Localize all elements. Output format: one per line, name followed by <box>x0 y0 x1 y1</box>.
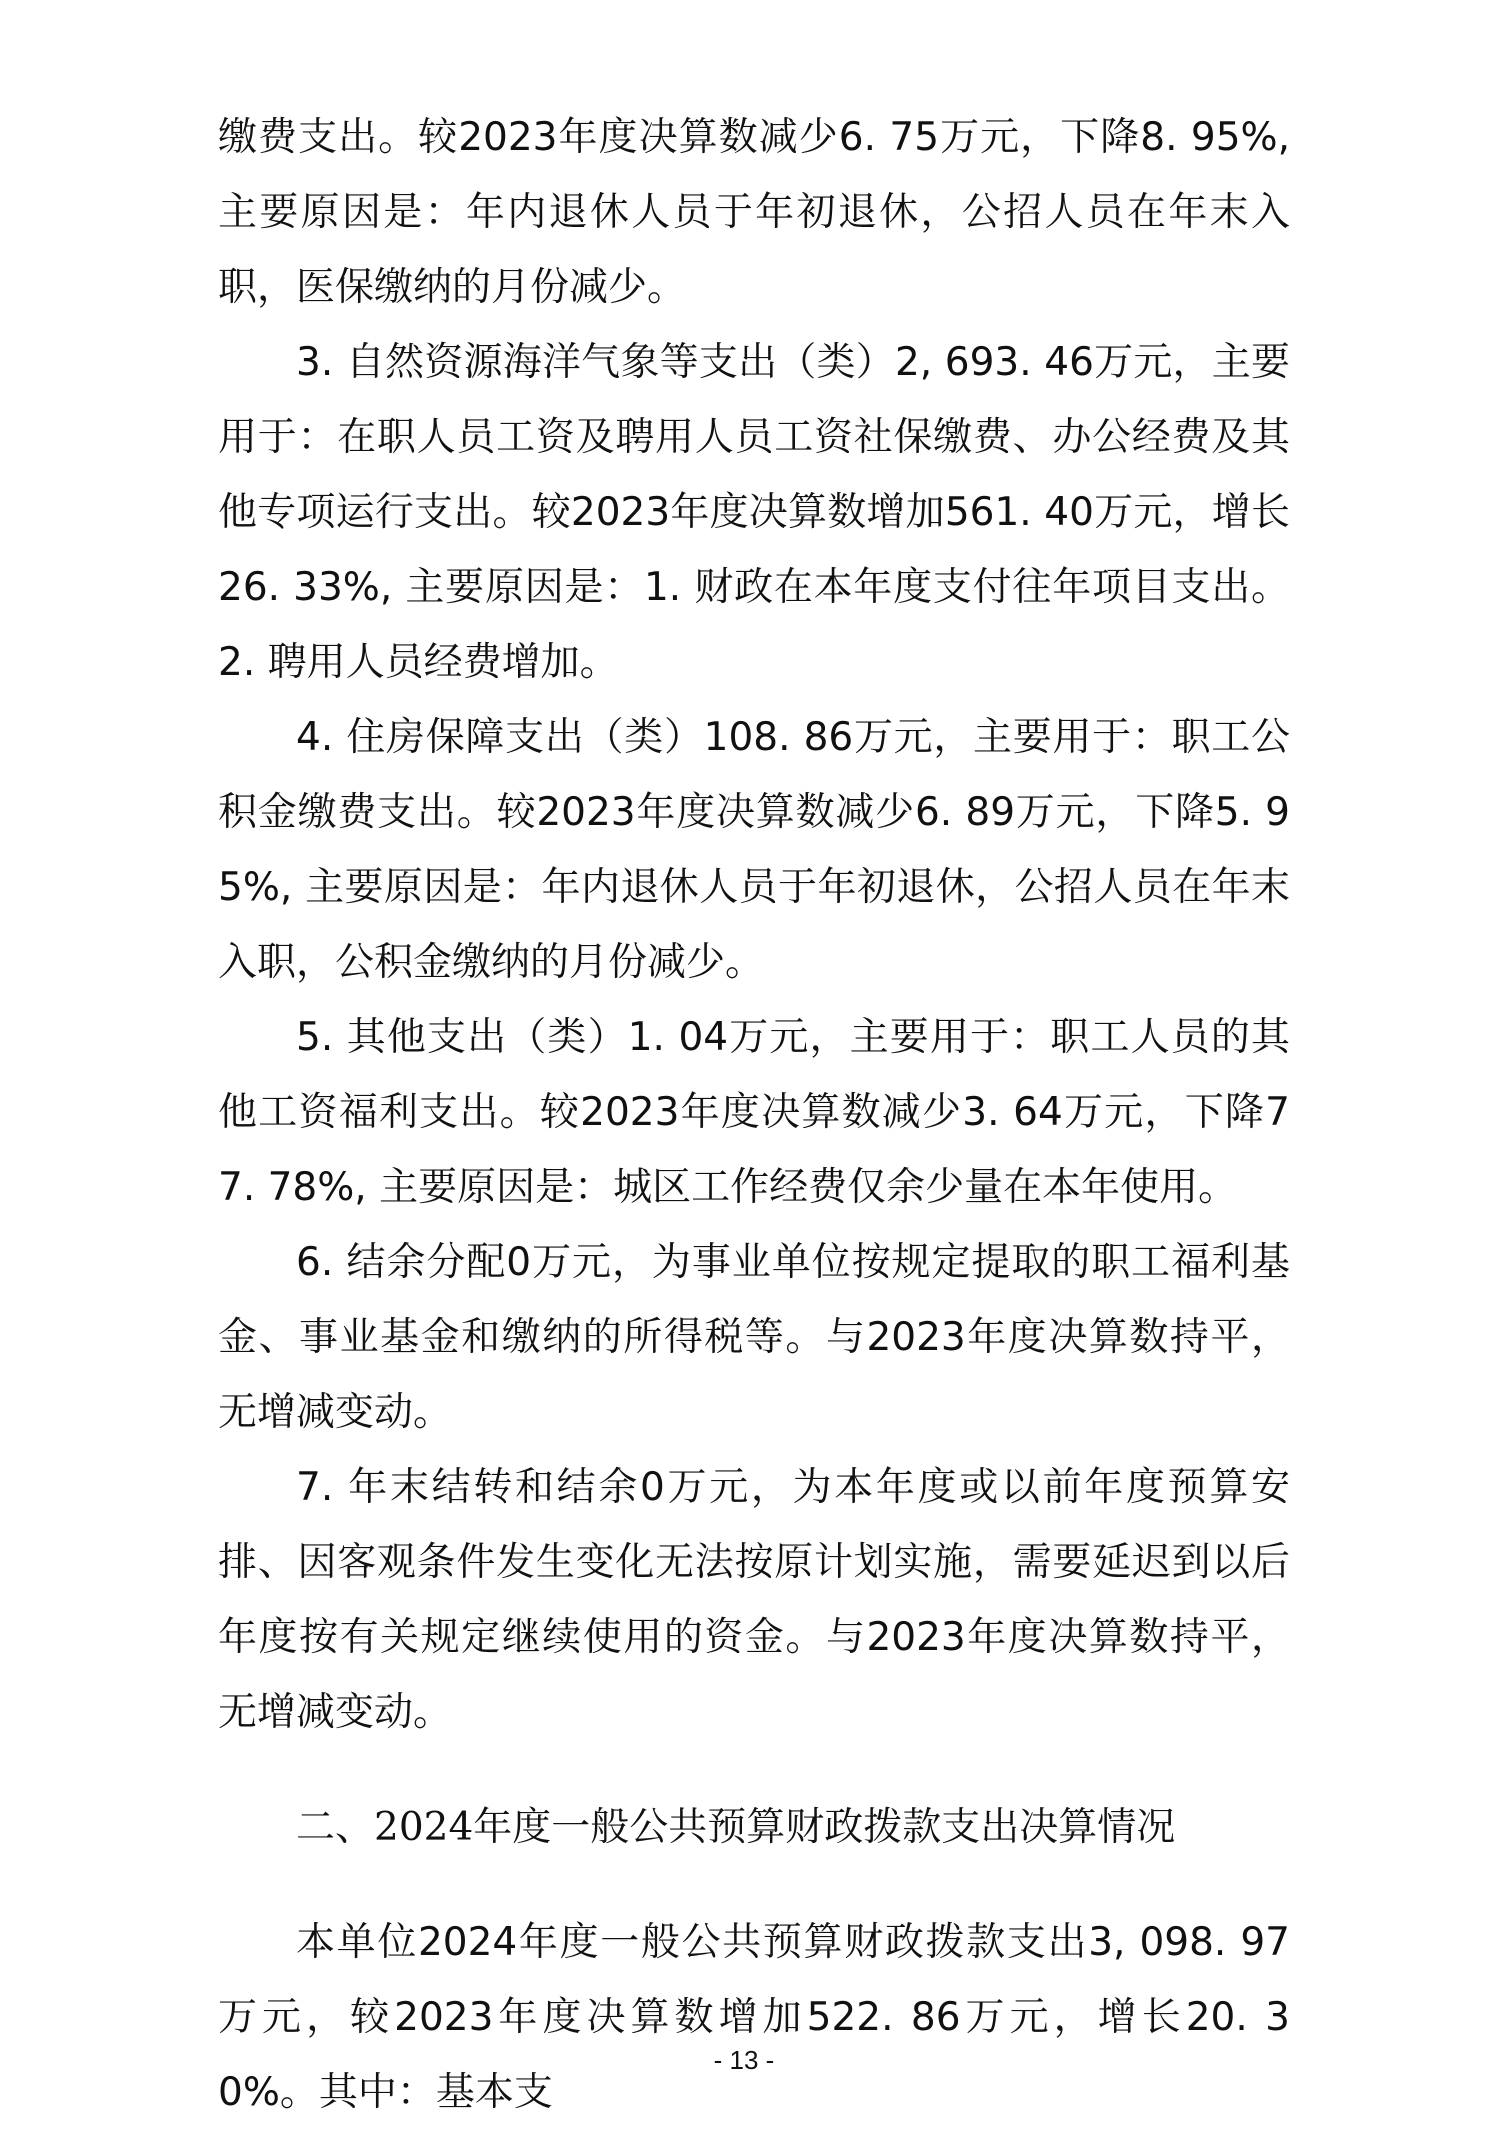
paragraph-item-5-other: 5. 其他支出（类）1. 04万元，主要用于：职工人员的其他工资福利支出。较2023年度决算数减少3. 64万元，下降77. 78%, 主要原因是：城区工作经费仅余少量在本年使用。 <box>218 1015 1290 1210</box>
paragraph-item-3-natural-resources: 3. 自然资源海洋气象等支出（类）2, 693. 46万元，主要用于：在职人员工资及聘用人员工资社保缴费、办公经费及其他专项运行支出。较2023年度决算数增加561. 40万元，增长26. 33%, 主要原因是：1. 财政在本年度支付往年项目支出。2. 聘用人员经费增加。 <box>218 340 1290 685</box>
paragraph-general-budget: 本单位2024年度一般公共预算财政拨款支出3, 098. 97万元，较2023年度决算数增加522. 86万元，增长20. 30%。其中：基本支 <box>218 1920 1290 2115</box>
paragraph-item-6-surplus: 6. 结余分配0万元，为事业单位按规定提取的职工福利基金、事业基金和缴纳的所得税等。与2023年度决算数持平，无增减变动。 <box>218 1240 1290 1435</box>
page-number: - 13 - <box>713 2045 775 2075</box>
paragraph-social-insurance-continuation: 缴费支出。较2023年度决算数减少6. 75万元，下降8. 95%, 主要原因是：年内退休人员于年初退休，公招人员在年末入职，医保缴纳的月份减少。 <box>218 115 1290 310</box>
paragraph-item-7-carryover: 7. 年末结转和结余0万元，为本年度或以前年度预算安排、因客观条件发生变化无法按原计划实施，需要延迟到以后年度按有关规定继续使用的资金。与2023年度决算数持平，无增减变动。 <box>218 1465 1290 1735</box>
paragraph-item-4-housing: 4. 住房保障支出（类）108. 86万元，主要用于：职工公积金缴费支出。较2023年度决算数减少6. 89万元，下降5. 95%, 主要原因是：年内退休人员于年初退休，公招人员在年末入职，公积金缴纳的月份减少。 <box>218 715 1290 985</box>
section-heading: 二、2024年度一般公共预算财政拨款支出决算情况 <box>296 1805 1176 1850</box>
document-body <box>218 100 1290 2130</box>
